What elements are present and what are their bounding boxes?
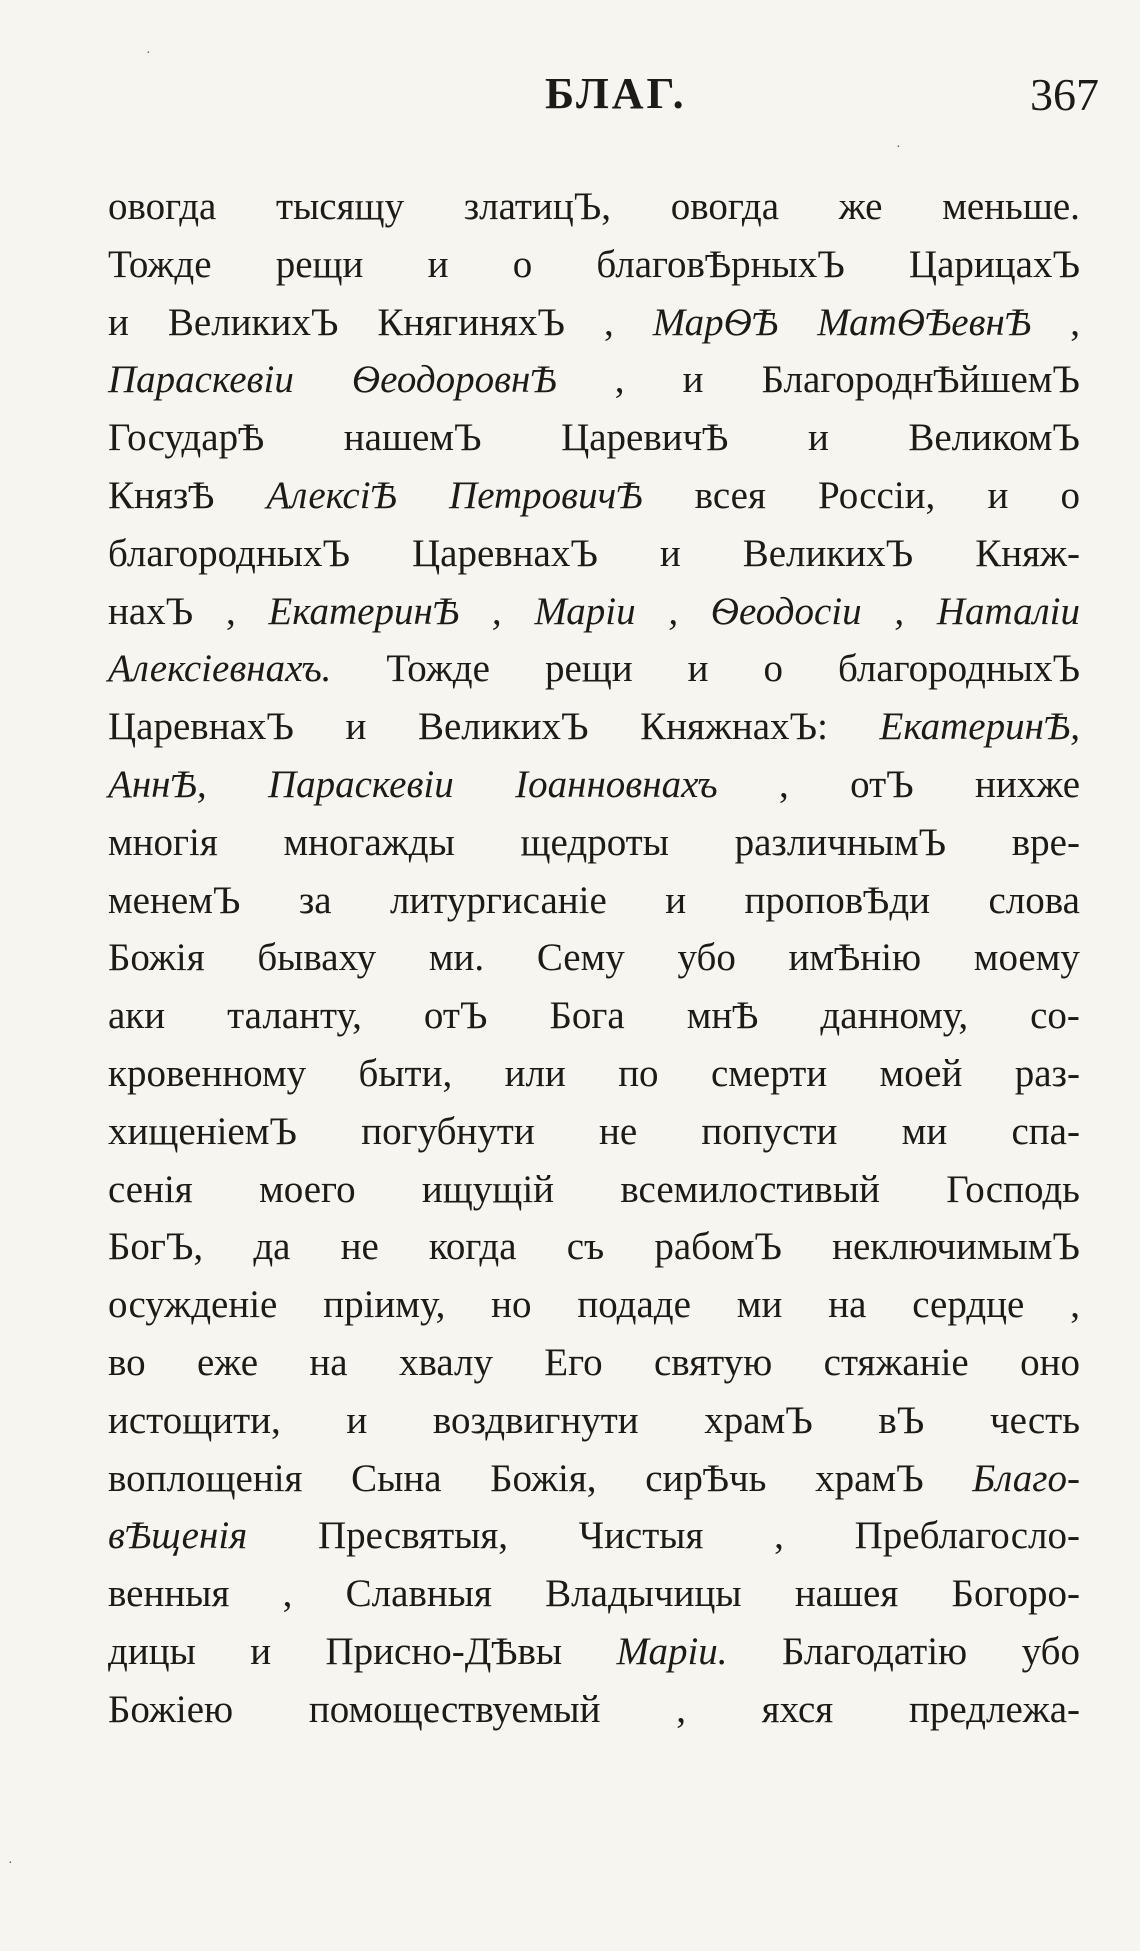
italic-word: Іоанновнахъ <box>515 762 718 806</box>
text-line <box>108 178 1080 236</box>
text-line <box>108 1565 1080 1623</box>
word: воздвигнути <box>432 1398 639 1442</box>
word: вре- <box>1011 820 1080 864</box>
word: Его <box>544 1340 603 1384</box>
text-line <box>108 1045 1080 1103</box>
word: моей <box>879 1051 963 1095</box>
word: ЦаревнахЪ <box>108 705 294 749</box>
word: меньше. <box>942 185 1080 228</box>
word: и <box>687 647 709 691</box>
word: хищеніемЪ <box>108 1109 297 1153</box>
text-line <box>108 409 1080 467</box>
italic-word: АннѢ, <box>108 762 207 806</box>
text-line <box>108 1623 1080 1681</box>
word: Пресвятыя, <box>317 1514 509 1558</box>
word: аки <box>108 994 166 1038</box>
word: благовѢрныхЪ <box>596 242 845 286</box>
word: Божія, <box>490 1456 597 1500</box>
word: попусти <box>701 1109 838 1153</box>
word: Господь <box>946 1167 1080 1211</box>
word: убо <box>1021 1629 1080 1673</box>
italic-word: Параскевіи <box>108 358 294 402</box>
word: нашея <box>794 1572 899 1616</box>
word: , <box>225 589 236 633</box>
word: таланту, <box>227 994 362 1038</box>
word: всемилостивый <box>620 1167 880 1211</box>
word: и <box>346 1398 368 1442</box>
italic-word: Маріи. <box>616 1629 728 1673</box>
word: Сына <box>351 1456 442 1500</box>
italic-word: ЕкатеринѢ, <box>879 705 1080 749</box>
word: овогда <box>108 185 217 228</box>
text-line <box>108 698 1080 756</box>
text-line <box>108 814 1080 872</box>
word: , <box>774 1514 784 1558</box>
word: храмЪ <box>815 1456 924 1500</box>
word: различнымЪ <box>734 820 947 864</box>
word: яхся <box>761 1687 834 1731</box>
print-speck: · <box>896 140 901 155</box>
text-line <box>108 1218 1080 1276</box>
italic-word: Наталіи <box>936 589 1080 633</box>
word: и <box>682 358 704 402</box>
word: честь <box>989 1398 1080 1442</box>
word: или <box>504 1051 566 1095</box>
word: Бога <box>549 994 625 1038</box>
text-line <box>108 1276 1080 1334</box>
word: проповѢди <box>744 878 931 922</box>
word: КнязѢ <box>108 473 215 517</box>
italic-word: , <box>491 589 502 633</box>
word: раз- <box>1014 1051 1080 1095</box>
word: рещи <box>275 242 364 286</box>
word: и <box>427 242 449 286</box>
word: стяжаніе <box>823 1340 969 1384</box>
word: благородныхЪ <box>108 531 350 575</box>
word: моего <box>259 1167 356 1211</box>
text-line <box>108 1161 1080 1219</box>
text-line <box>108 525 1080 583</box>
word: ми <box>901 1109 948 1153</box>
word: но <box>491 1283 532 1327</box>
word: предлежа- <box>908 1687 1080 1731</box>
word: , <box>779 762 789 806</box>
word: отЪ <box>423 994 488 1038</box>
word: Богоро- <box>951 1572 1080 1616</box>
word: рещи <box>544 647 633 691</box>
word: по <box>618 1051 659 1095</box>
word: о <box>1060 473 1080 517</box>
text-line <box>108 1681 1080 1739</box>
italic-word: Благо- <box>972 1456 1080 1500</box>
italic-word: Параскевіи <box>267 762 454 806</box>
text-line <box>108 929 1080 987</box>
italic-word: , <box>894 589 905 633</box>
word: неключимымЪ <box>832 1225 1080 1269</box>
word: Преблагосло- <box>854 1514 1080 1558</box>
word: данному, <box>820 994 969 1038</box>
word: сирѢчь <box>645 1456 767 1500</box>
italic-word: , <box>668 589 679 633</box>
italic-word: АлексіѢ <box>266 473 397 517</box>
word: тысящу <box>276 185 405 228</box>
word: литургисаніе <box>389 878 607 922</box>
word: Божіею <box>108 1687 234 1731</box>
print-speck: · <box>146 46 151 61</box>
word: со- <box>1030 994 1080 1038</box>
word: на <box>828 1283 867 1327</box>
text-line <box>108 987 1080 1045</box>
word: сердце <box>912 1283 1025 1327</box>
word: ищущій <box>421 1167 555 1211</box>
word: златицЪ, <box>463 185 612 228</box>
word: ми. <box>428 936 485 980</box>
word: венныя <box>108 1572 230 1616</box>
word: , <box>603 300 614 344</box>
word: ВеликомЪ <box>908 416 1080 460</box>
word: кровенному <box>108 1051 307 1095</box>
word: нахЪ <box>108 589 194 633</box>
word: и <box>665 878 687 922</box>
word: ВеликихЪ <box>742 531 914 575</box>
word: еже <box>197 1340 259 1384</box>
word: хвалу <box>398 1340 493 1384</box>
word: многія <box>108 820 218 864</box>
word: Княж- <box>975 531 1080 575</box>
word: нашемЪ <box>343 416 482 460</box>
word: всея <box>694 473 766 517</box>
word: истощити, <box>108 1398 281 1442</box>
word: ВеликихЪ <box>167 300 339 344</box>
italic-word: ЕкатеринѢ <box>268 589 460 633</box>
italic-word: Алексіевнахъ. <box>108 647 332 691</box>
word: отЪ <box>850 762 914 806</box>
word: и <box>659 531 681 575</box>
word: бываху <box>257 936 377 980</box>
word: Чистыя <box>578 1514 704 1558</box>
word: , <box>1070 1283 1080 1327</box>
word: ми <box>736 1283 783 1327</box>
word: ЦаревичѢ <box>561 416 729 460</box>
word: мнѢ <box>686 994 759 1038</box>
word: на <box>309 1340 348 1384</box>
word: и <box>345 705 367 749</box>
word: убо <box>677 936 736 980</box>
word: пріиму, <box>323 1283 446 1327</box>
word: Присно-ДѢвы <box>325 1629 563 1673</box>
text-line <box>108 294 1080 352</box>
word: овогда <box>670 185 780 228</box>
word: ЦарицахЪ <box>908 242 1080 286</box>
word: нихже <box>975 762 1080 806</box>
word: спа- <box>1011 1109 1080 1153</box>
word: за <box>298 878 332 922</box>
word: не <box>340 1225 379 1269</box>
word: Тожде <box>108 242 212 286</box>
text-line <box>108 756 1080 814</box>
word: съ <box>566 1225 605 1269</box>
word: осужденіе <box>108 1283 278 1327</box>
word: и <box>807 416 829 460</box>
word: вЪ <box>878 1398 925 1442</box>
word: Сему <box>536 936 625 980</box>
word: Благодатію <box>781 1629 968 1673</box>
text-line <box>108 236 1080 294</box>
word: щедроты <box>520 820 669 864</box>
italic-word: Ѳеодосіи <box>710 589 862 633</box>
word: БогЪ, <box>108 1225 204 1269</box>
word: быти, <box>358 1051 453 1095</box>
text-line <box>108 1450 1080 1508</box>
italic-word: ѲеодоровнѢ <box>351 358 557 402</box>
word: о <box>763 647 783 691</box>
word: ЦаревнахЪ <box>411 531 598 575</box>
word: благородныхЪ <box>837 647 1080 691</box>
text-line <box>108 1392 1080 1450</box>
text-line <box>108 872 1080 930</box>
page-number: 367 <box>1030 69 1099 120</box>
word: и <box>250 1629 272 1673</box>
print-speck: · <box>8 1856 13 1871</box>
word: Славныя <box>345 1572 492 1616</box>
word: когда <box>428 1225 517 1269</box>
word: ВеликихЪ <box>417 705 589 749</box>
word: многажды <box>283 820 455 864</box>
word: да <box>253 1225 291 1269</box>
word: Владычицы <box>545 1572 742 1616</box>
word: воплощенія <box>108 1456 303 1500</box>
text-line <box>108 1334 1080 1392</box>
word: о <box>512 242 533 286</box>
word: дицы <box>108 1629 196 1673</box>
word: погубнути <box>361 1109 535 1153</box>
word: же <box>838 185 883 228</box>
word: оно <box>1020 1340 1080 1384</box>
text-line <box>108 583 1080 641</box>
word: менемЪ <box>108 878 241 922</box>
word: КняжнахЪ: <box>640 705 828 749</box>
italic-word: МарѲѢ <box>652 300 779 344</box>
word: Тожде <box>386 647 490 691</box>
word: не <box>598 1109 638 1153</box>
word: помоществуемый <box>308 1687 601 1731</box>
word: ГосударѢ <box>108 416 265 460</box>
text-line <box>108 467 1080 525</box>
word: Россіи, <box>818 473 936 517</box>
word: БлагороднѢйшемЪ <box>761 358 1080 402</box>
word: моему <box>973 936 1080 980</box>
word: сенія <box>108 1167 193 1211</box>
word: рабомЪ <box>654 1225 782 1269</box>
word: храмЪ <box>704 1398 813 1442</box>
word: , <box>282 1572 293 1616</box>
italic-word: вѢщенія <box>108 1514 248 1558</box>
word: , <box>614 358 625 402</box>
word: имѢнію <box>788 936 922 980</box>
text-line <box>108 1103 1080 1161</box>
word: смерти <box>710 1051 828 1095</box>
word: святую <box>654 1340 773 1384</box>
text-line <box>108 351 1080 409</box>
running-head: БЛАГ. <box>545 69 687 118</box>
italic-word: Маріи <box>534 589 636 633</box>
word: подаде <box>577 1283 691 1327</box>
word: КнягиняхЪ <box>377 300 565 344</box>
word: Божія <box>108 936 205 980</box>
text-line <box>108 640 1080 698</box>
word: , <box>676 1687 686 1731</box>
italic-word: МатѲѢевнѢ <box>817 300 1032 344</box>
text-line <box>108 1507 1080 1565</box>
word: , <box>1070 300 1080 344</box>
word: и <box>108 300 129 344</box>
word: во <box>108 1340 146 1384</box>
body-text <box>108 178 1080 1739</box>
word: слова <box>988 878 1080 922</box>
word: и <box>987 473 1009 517</box>
italic-word: ПетровичѢ <box>449 473 643 517</box>
